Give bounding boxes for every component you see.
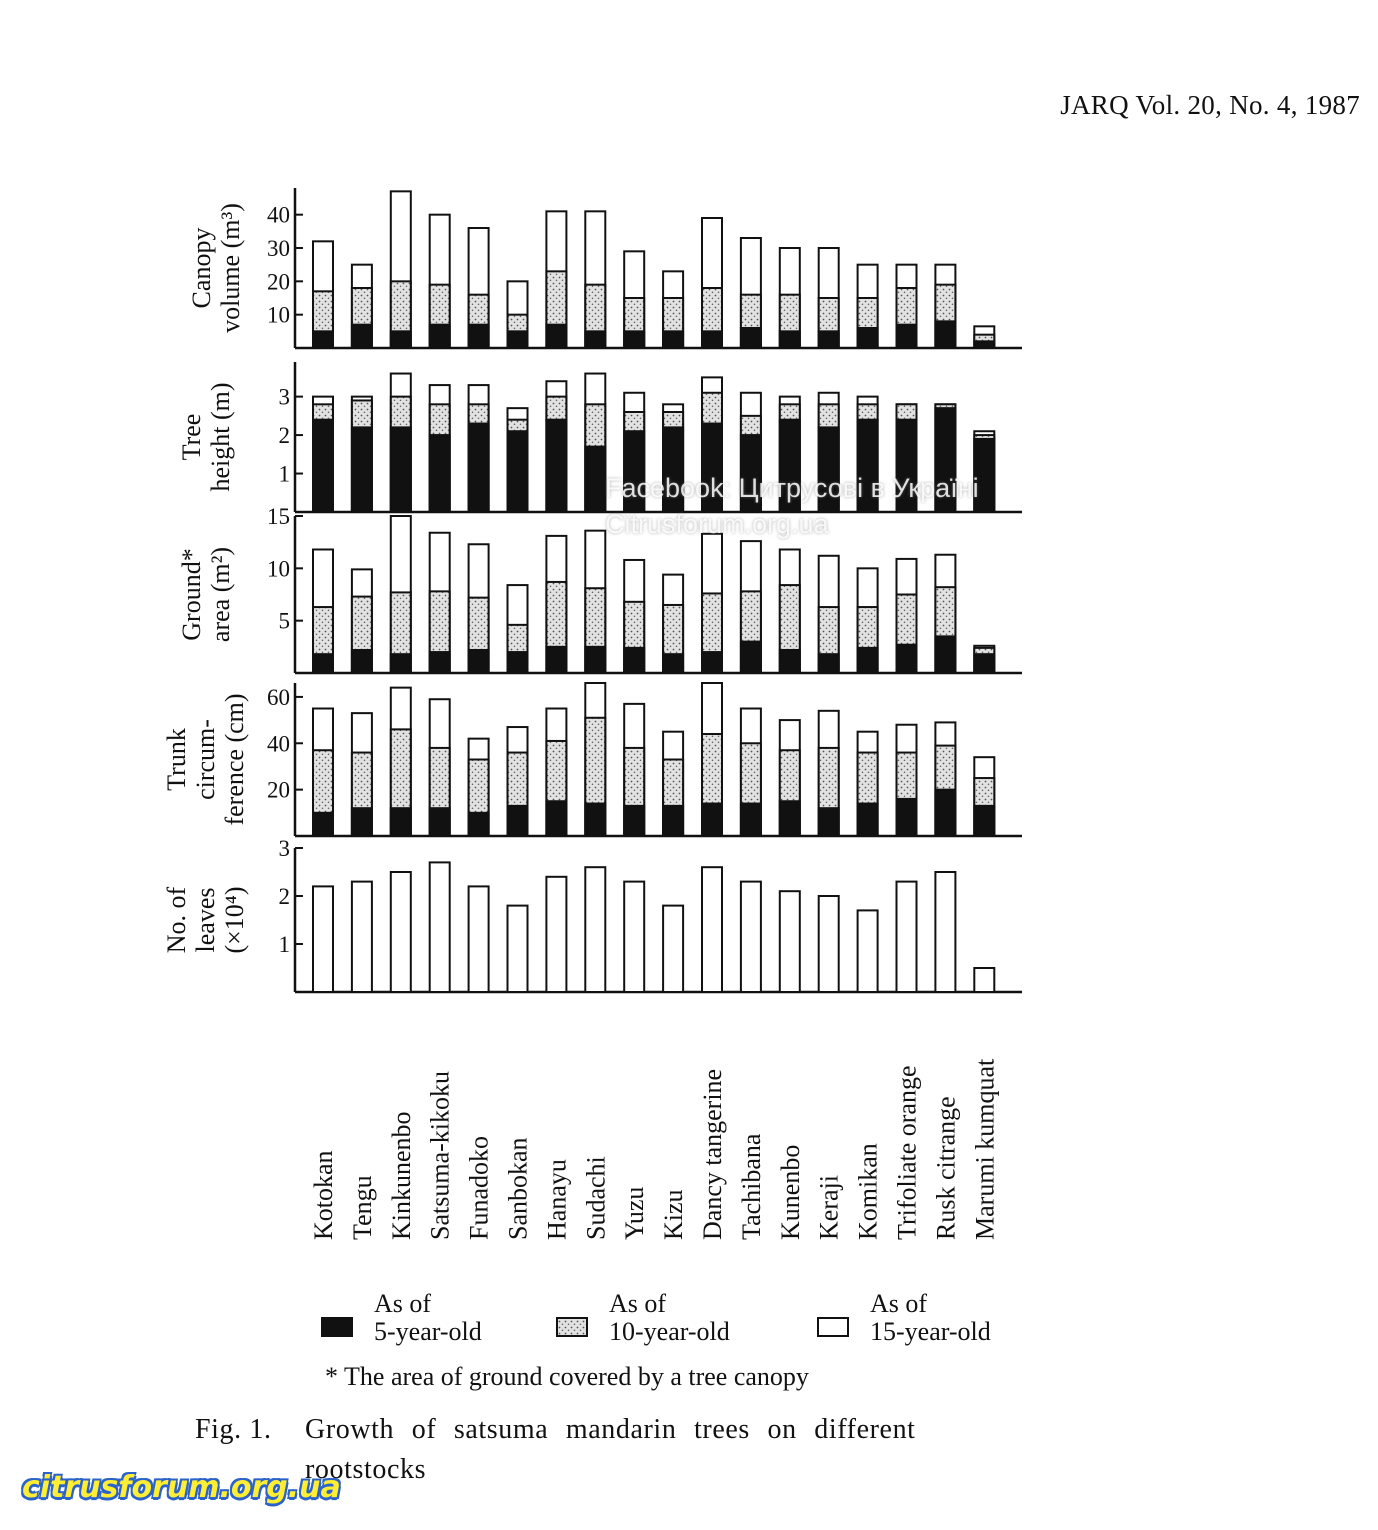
y-axis-label: [187, 203, 245, 333]
y-tick-label: 20: [267, 269, 290, 295]
bar-2-2: [352, 397, 372, 512]
bar-3-13: [780, 549, 800, 673]
bar-1-5: [469, 228, 489, 348]
bar-4-6: [508, 727, 528, 836]
bar-1-1: [313, 241, 333, 348]
bar-5-16: [897, 882, 917, 992]
bar-segment: [741, 328, 761, 348]
rootstock-label: Dancy tangerine: [698, 1068, 727, 1240]
bar-segment: [819, 331, 839, 348]
bar-segment: [624, 648, 644, 673]
legend-swatch: [322, 1318, 352, 1336]
bar-segment: [974, 341, 994, 348]
bar-segment: [780, 650, 800, 673]
bar-5-5: [469, 886, 489, 992]
rootstock-labels: [309, 1058, 999, 1240]
bar-segment: [430, 325, 450, 348]
legend-swatch: [818, 1318, 848, 1336]
y-axis-label-line: (×10⁴): [220, 886, 249, 954]
bar-3-15: [858, 568, 878, 673]
bar-segment: [663, 906, 683, 992]
bar-4-4: [430, 699, 450, 836]
rootstock-label: Kotokan: [309, 1150, 338, 1240]
y-axis-label-line: Canopy: [187, 227, 216, 309]
bar-3-9: [624, 560, 644, 673]
bar-segment: [741, 804, 761, 836]
rootstock-label: Rusk citrange: [931, 1096, 961, 1240]
bar-segment: [313, 420, 333, 512]
y-tick-label: 2: [278, 423, 290, 449]
chart-panel-5: [162, 836, 1022, 992]
bar-4-10: [663, 732, 683, 836]
bar-segment: [508, 806, 528, 836]
bar-segment: [546, 420, 566, 512]
bar-segment: [780, 891, 800, 992]
bar-3-11: [702, 534, 722, 673]
bar-segment: [430, 435, 450, 512]
y-tick-label: 10: [267, 302, 290, 328]
bar-segment: [780, 801, 800, 836]
rootstock-label: Funadoko: [464, 1136, 494, 1240]
bar-segment: [546, 801, 566, 836]
bar-segment: [858, 910, 878, 992]
bar-segment: [935, 636, 955, 673]
bar-1-7: [546, 211, 566, 348]
rootstock-label: Komikan: [853, 1143, 883, 1240]
bar-2-4: [430, 385, 450, 512]
y-tick-label: 2: [278, 884, 290, 909]
bar-segment: [741, 642, 761, 673]
bar-segment: [469, 424, 489, 512]
bar-3-16: [897, 559, 917, 673]
journal-header: JARQ Vol. 20, No. 4, 1987: [1060, 90, 1360, 120]
y-axis-label-line: leaves: [191, 887, 220, 953]
bar-1-10: [663, 271, 683, 348]
bar-5-2: [352, 882, 372, 992]
bar-1-3: [391, 191, 411, 348]
y-axis-label-line: No. of: [162, 886, 191, 954]
bar-1-8: [585, 211, 605, 348]
y-tick-label: 20: [267, 777, 290, 803]
bar-segment: [858, 804, 878, 836]
bar-segment: [585, 804, 605, 836]
bar-2-3: [391, 374, 411, 512]
chart-panel-4: [162, 683, 1022, 836]
bar-segment: [935, 321, 955, 348]
bar-1-15: [858, 265, 878, 348]
y-axis-label: [177, 547, 235, 642]
bar-segment: [858, 328, 878, 348]
bar-3-8: [585, 531, 605, 673]
bar-segment: [546, 325, 566, 348]
bar-segment: [585, 447, 605, 512]
bar-5-15: [858, 910, 878, 992]
bar-segment: [430, 862, 450, 992]
bar-segment: [702, 331, 722, 348]
bar-segment: [313, 654, 333, 673]
bar-3-7: [546, 536, 566, 673]
bar-segment: [585, 867, 605, 992]
chart-panel-1: [187, 188, 1022, 348]
legend-label-line-2: 10-year-old: [609, 1317, 730, 1346]
bar-3-12: [741, 541, 761, 673]
bar-segment: [508, 906, 528, 992]
bar-segment: [624, 806, 644, 836]
legend-label-line-1: As of: [609, 1289, 667, 1318]
bar-segment: [546, 877, 566, 992]
bar-segment: [624, 331, 644, 348]
bar-segment: [974, 806, 994, 836]
bar-4-1: [313, 709, 333, 837]
bar-segment: [352, 808, 372, 836]
rootstock-label: Tengu: [347, 1175, 377, 1240]
bar-3-4: [430, 533, 450, 673]
bar-4-2: [352, 713, 372, 836]
bar-4-7: [546, 709, 566, 837]
bar-2-5: [469, 385, 489, 512]
y-axis-label: [162, 886, 249, 953]
bar-4-8: [585, 683, 605, 836]
bar-5-18: [974, 968, 994, 992]
rootstock-label: Kizu: [659, 1189, 689, 1240]
bar-segment: [508, 331, 528, 348]
bar-segment: [702, 867, 722, 992]
y-axis-label-line: circum-: [191, 719, 220, 800]
bar-segment: [546, 647, 566, 673]
bar-3-14: [819, 556, 839, 673]
bar-5-4: [430, 862, 450, 992]
bar-5-13: [780, 891, 800, 992]
bar-5-10: [663, 906, 683, 992]
y-axis-label-line: Ground*: [177, 548, 206, 641]
bar-4-5: [469, 739, 489, 836]
y-tick-label: 5: [278, 608, 290, 634]
bar-4-3: [391, 688, 411, 836]
bar-segment: [352, 427, 372, 512]
bar-segment: [391, 808, 411, 836]
bar-segment: [469, 325, 489, 348]
rootstock-label: Tachibana: [736, 1133, 766, 1240]
bar-4-11: [702, 683, 722, 836]
bar-segment: [508, 652, 528, 673]
watermark-line-2: Citrusforum.org.ua: [605, 509, 829, 539]
bar-segment: [935, 872, 955, 992]
bar-1-13: [780, 248, 800, 348]
bar-5-8: [585, 867, 605, 992]
bar-segment: [508, 431, 528, 512]
bar-2-7: [546, 381, 566, 512]
bar-segment: [391, 872, 411, 992]
bar-2-6: [508, 408, 528, 512]
bar-4-18: [974, 757, 994, 836]
legend-footnote: * The area of ground covered by a tree canopy: [325, 1362, 809, 1391]
bar-1-2: [352, 265, 372, 348]
legend-item-1: [322, 1289, 482, 1346]
legend-item-2: [557, 1289, 730, 1346]
legend-label-line-2: 5-year-old: [374, 1317, 482, 1346]
bar-4-17: [935, 722, 955, 836]
rootstock-label: Hanayu: [542, 1159, 572, 1240]
bar-1-4: [430, 215, 450, 348]
bar-5-11: [702, 867, 722, 992]
bar-1-12: [741, 238, 761, 348]
legend-item-3: [818, 1289, 991, 1346]
bar-segment: [391, 427, 411, 512]
legend-label-line-2: 15-year-old: [870, 1317, 991, 1346]
rootstock-label: Keraji: [814, 1175, 844, 1240]
bar-3-6: [508, 585, 528, 673]
bar-segment: [897, 325, 917, 348]
bar-segment: [391, 331, 411, 348]
y-tick-label: 1: [278, 932, 290, 957]
bar-1-17: [935, 265, 955, 348]
y-axis-label-line: Tree: [177, 413, 206, 461]
legend-swatch: [557, 1318, 587, 1336]
bar-segment: [819, 896, 839, 992]
bar-4-16: [897, 725, 917, 836]
bar-segment: [702, 652, 722, 673]
bar-1-16: [897, 265, 917, 348]
caption-number: Fig. 1.: [195, 1414, 272, 1445]
bar-4-14: [819, 711, 839, 836]
bar-4-9: [624, 704, 644, 836]
bar-segment: [624, 882, 644, 992]
rootstock-label: Sudachi: [581, 1156, 611, 1240]
rootstock-label: Satsuma-kikoku: [425, 1071, 455, 1240]
y-tick-label: 40: [267, 731, 290, 757]
watermark-line-1: Facebook: Цитрусові в Україні: [605, 473, 979, 503]
bar-5-12: [741, 882, 761, 992]
legend: [322, 1289, 991, 1346]
bar-segment: [313, 886, 333, 992]
rootstock-label: Kinkunenbo: [386, 1111, 416, 1240]
bar-3-2: [352, 569, 372, 673]
bar-3-17: [935, 555, 955, 673]
bar-1-6: [508, 281, 528, 348]
bar-segment: [663, 806, 683, 836]
y-tick-label: 30: [267, 236, 290, 261]
bar-segment: [352, 650, 372, 673]
bar-5-6: [508, 906, 528, 992]
bar-segment: [897, 799, 917, 836]
bar-segment: [858, 648, 878, 673]
bar-2-1: [313, 397, 333, 512]
y-axis-label-line: volume (m³): [216, 203, 245, 333]
bar-1-9: [624, 251, 644, 348]
bar-segment: [352, 882, 372, 992]
y-axis-label-line: ference (cm): [220, 693, 249, 826]
bar-segment: [702, 804, 722, 836]
y-tick-label: 3: [278, 836, 290, 861]
bar-segment: [974, 968, 994, 992]
bar-segment: [585, 647, 605, 673]
bar-4-15: [858, 732, 878, 836]
watermark-center: [605, 470, 979, 542]
y-axis-label-line: height (m): [206, 382, 235, 492]
bar-segment: [352, 325, 372, 348]
bar-4-13: [780, 720, 800, 836]
bar-segment: [819, 808, 839, 836]
y-tick-label: 10: [267, 556, 290, 582]
rootstock-label: Sanbokan: [503, 1137, 533, 1240]
y-tick-label: 40: [267, 202, 290, 228]
bar-segment: [313, 331, 333, 348]
bar-3-5: [469, 544, 489, 673]
y-axis-label-line: area (m²): [206, 546, 235, 643]
bar-segment: [391, 654, 411, 673]
bar-segment: [469, 650, 489, 673]
bar-segment: [819, 654, 839, 673]
legend-label-line-1: As of: [870, 1289, 928, 1318]
bar-1-14: [819, 248, 839, 348]
watermark-logo: citrusforum.org.ua: [22, 1470, 341, 1505]
bar-5-7: [546, 877, 566, 992]
legend-label-line-1: As of: [374, 1289, 432, 1318]
bar-5-1: [313, 886, 333, 992]
y-axis-label: [162, 693, 249, 825]
bar-segment: [469, 886, 489, 992]
bar-segment: [430, 808, 450, 836]
bar-4-12: [741, 709, 761, 837]
bar-2-8: [585, 374, 605, 512]
y-tick-label: 60: [267, 684, 290, 710]
bar-segment: [935, 790, 955, 836]
bar-segment: [780, 331, 800, 348]
bar-segment: [469, 813, 489, 836]
bar-1-11: [702, 218, 722, 348]
bar-segment: [897, 645, 917, 673]
bar-segment: [897, 882, 917, 992]
y-tick-label: 15: [267, 504, 290, 529]
bar-segment: [585, 331, 605, 348]
bar-segment: [974, 654, 994, 673]
rootstock-label: Yuzu: [620, 1186, 650, 1240]
y-tick-label: 3: [278, 384, 290, 410]
bar-segment: [741, 882, 761, 992]
y-tick-label: 1: [278, 461, 290, 487]
bar-5-3: [391, 872, 411, 992]
bar-5-17: [935, 872, 955, 992]
bar-3-1: [313, 549, 333, 673]
bar-segment: [663, 331, 683, 348]
bar-segment: [430, 652, 450, 673]
bar-3-3: [391, 516, 411, 673]
bar-segment: [663, 654, 683, 673]
bar-1-18: [974, 326, 994, 348]
rootstock-label: Trifoliate orange: [892, 1065, 922, 1240]
y-axis-label-line: Trunk: [162, 728, 191, 791]
y-axis-label: [177, 382, 235, 491]
rootstock-label: Marumi kumquat: [970, 1058, 1000, 1240]
caption-text: Growth of satsuma mandarin trees on different rootstocks: [305, 1414, 916, 1485]
bar-3-18: [974, 646, 994, 673]
bar-5-9: [624, 882, 644, 992]
bar-3-10: [663, 575, 683, 673]
bar-5-14: [819, 896, 839, 992]
bar-segment: [313, 813, 333, 836]
rootstock-label: Kunenbo: [775, 1144, 805, 1240]
